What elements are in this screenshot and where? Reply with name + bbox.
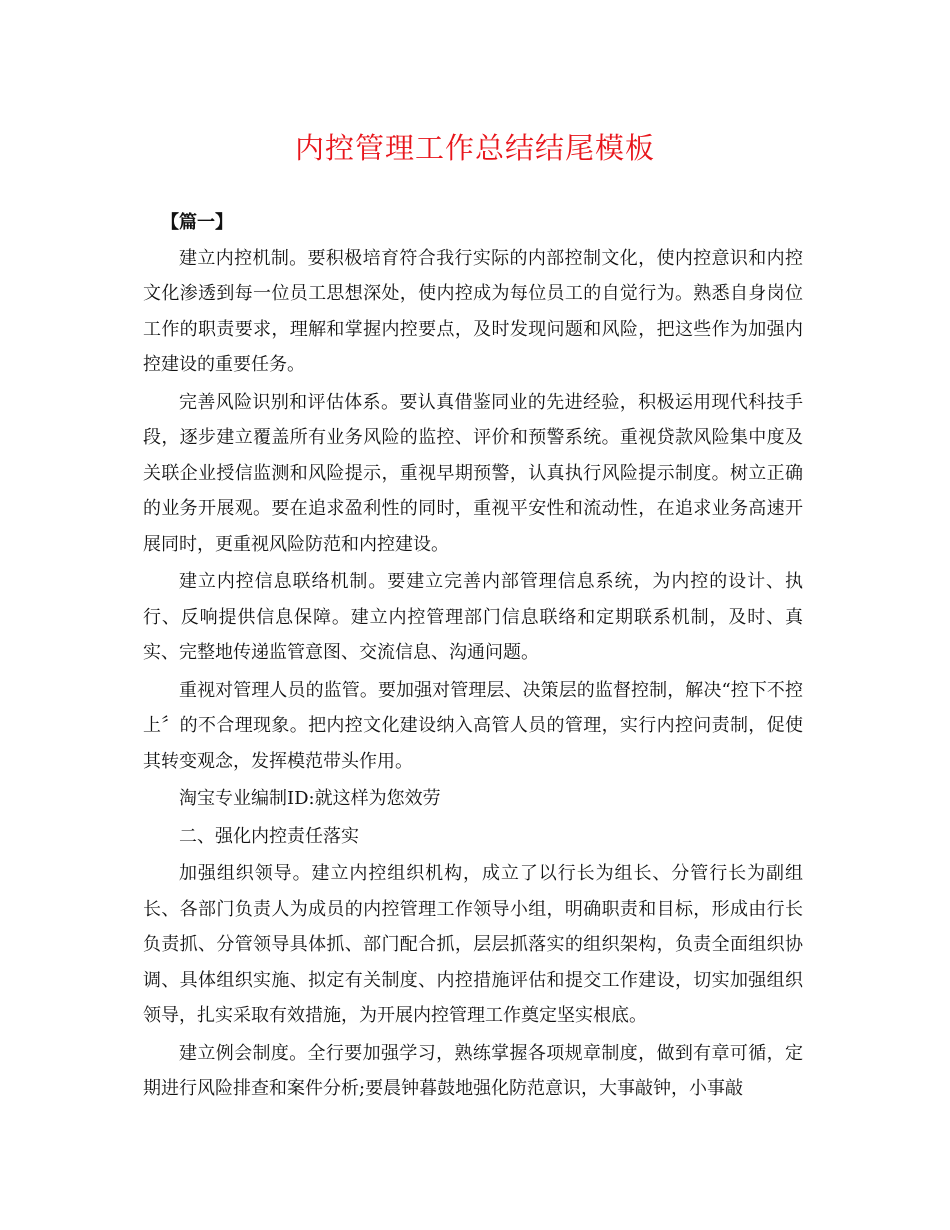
section-heading-responsibility: 二、强化内控责任落实 bbox=[179, 825, 359, 847]
paragraph-management-supervision: 重视对管理人员的监管。要加强对管理层、决策层的监督控制，解决“控下不控上〞的不合理现象。把内控文化建设纳入高管人员的管理，实行内控问责制，促使其转变观念，发挥模范带头作用。 bbox=[143, 679, 803, 772]
paragraph-risk-assessment-system: 完善风险识别和评估体系。要认真借鉴同业的先进经验，积极运用现代科技手段，逐步建立覆盖所有业务风险的监控、评价和预警系统。重视贷款风险集中度及关联企业授信监测和风险提示，重视早期预警，认真执行风险提示制度。树立正确的业务开展观。要在追求盈利性的同时，重视平安性和流动性，在追求业务高速开展同时，更重视风险防范和内控建设。 bbox=[143, 391, 803, 555]
paragraph-editor-note: 淘宝专业编制ID:就这样为您效劳 bbox=[179, 788, 441, 809]
paragraph-info-liaison-mechanism: 建立内控信息联络机制。要建立完善内部管理信息系统，为内控的设计、执行、反响提供信息保障。建立内控管理部门信息联络和定期联系机制，及时、真实、完整地传递监管意图、交流信息、沟通问题。 bbox=[143, 571, 803, 663]
document-title: 内控管理工作总结结尾模板 bbox=[294, 131, 655, 165]
section-label: 【篇一】 bbox=[161, 212, 233, 233]
document-body bbox=[143, 205, 803, 1107]
paragraph-meeting-system: 建立例会制度。全行要加强学习，熟练掌握各项规章制度，做到有章可循，定期进行风险排查和案件分析;要晨钟暮鼓地强化防范意识，大事敲钟，小事敲 bbox=[143, 1042, 803, 1099]
paragraph-organizational-leadership: 加强组织领导。建立内控组织机构，成立了以行长为组长、分管行长为副组长、各部门负责人为成员的内控管理工作领导小组，明确职责和目标，形成由行长负责抓、分管领导具体抓、部门配合抓，层层抓落实的组织架构，负责全面组织协调、具体组织实施、拟定有关制度、内控措施评估和提交工作建设，切实加强组织领导，扎实采取有效措施，为开展内控管理工作奠定坚实根底。 bbox=[143, 863, 803, 1026]
paragraph-internal-control-mechanism: 建立内控机制。要积极培育符合我行实际的内部控制文化，使内控意识和内控文化渗透到每一位员工思想深处，使内控成为每位员工的自觉行为。熟悉自身岗位工作的职责要求，理解和掌握内控要点，及时发现问题和风险，把这些作为加强内控建设的重要任务。 bbox=[143, 247, 803, 375]
